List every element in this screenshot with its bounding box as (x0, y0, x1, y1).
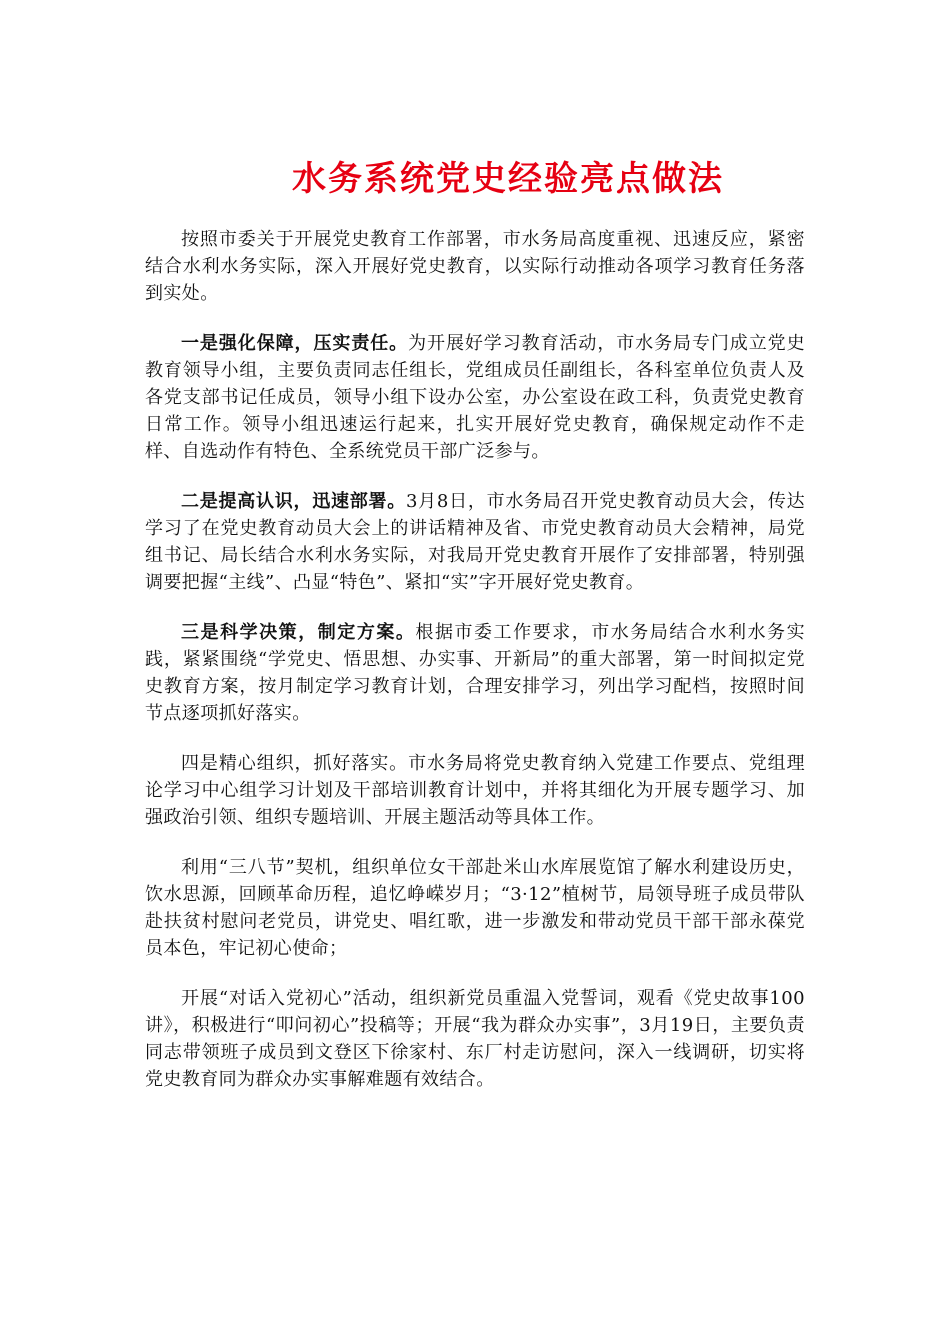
paragraph-point-2 (145, 488, 805, 596)
paragraph-text: 3月8日，市水务局召开党史教育动员大会，传达学习了在党史教育动员大会上的讲话精神及省、市党史教育动员大会精神，局党组书记、局长结合水利水务实际，对我局开党史教育开展作了安排部署，特别强调要把握“主线”、凸显“特色”、紧扣“实”字开展好党史教育。 (145, 491, 805, 593)
paragraph-intro (145, 226, 805, 307)
paragraph-lead: 二是提高认识，迅速部署。 (181, 491, 406, 512)
paragraph-activities-2 (145, 985, 805, 1093)
paragraph-point-3 (145, 619, 805, 727)
paragraph-text: 根据市委工作要求，市水务局结合水利水务实践，紧紧围绕“学党史、悟思想、办实事、开新局”的重大部署，第一时间拟定党史教育方案，按月制定学习教育计划，合理安排学习，列出学习配档，按照时间节点逐项抓好落实。 (145, 622, 805, 724)
paragraph-text: 开展“对话入党初心”活动，组织新党员重温入党誓词，观看《党史故事100讲》，积极进行“叩问初心”投稿等；开展“我为群众办实事”，3月19日，主要负责同志带领班子成员到文登区下徐家村、东厂村走访慰问，深入一线调研，切实将党史教育同为群众办实事解难题有效结合。 (145, 988, 805, 1090)
paragraph-text: 四是精心组织，抓好落实。市水务局将党史教育纳入党建工作要点、党组理论学习中心组学习计划及干部培训教育计划中，并将其细化为开展专题学习、加强政治引领、组织专题培训、开展主题活动等具体工作。 (145, 753, 805, 828)
paragraph-text: 为开展好学习教育活动，市水务局专门成立党史教育领导小组，主要负责同志任组长，党组成员任副组长，各科室单位负责人及各党支部书记任成员，领导小组下设办公室，办公室设在政工科，负责党史教育日常工作。领导小组迅速运行起来，扎实开展好党史教育，确保规定动作不走样、自选动作有特色、全系统党员干部广泛参与。 (145, 333, 805, 462)
paragraph-lead: 一是强化保障，压实责任。 (181, 333, 409, 354)
paragraph-point-4 (145, 750, 805, 831)
paragraph-point-1 (145, 330, 805, 465)
document-title: 水务系统党史经验亮点做法 (292, 159, 724, 199)
document-body (145, 226, 805, 1116)
paragraph-activities-1 (145, 854, 805, 962)
paragraph-lead: 三是科学决策，制定方案。 (181, 622, 416, 643)
paragraph-text: 利用“三八节”契机，组织单位女干部赴米山水库展览馆了解水利建设历史，饮水思源，回顾革命历程，追忆峥嵘岁月；“3·12”植树节，局领导班子成员带队赴扶贫村慰问老党员，讲党史、唱红歌，进一步激发和带动党员干部干部永葆党员本色，牢记初心使命； (145, 857, 805, 959)
paragraph-text: 按照市委关于开展党史教育工作部署，市水务局高度重视、迅速反应，紧密结合水利水务实际，深入开展好党史教育，以实际行动推动各项学习教育任务落到实处。 (145, 229, 805, 304)
